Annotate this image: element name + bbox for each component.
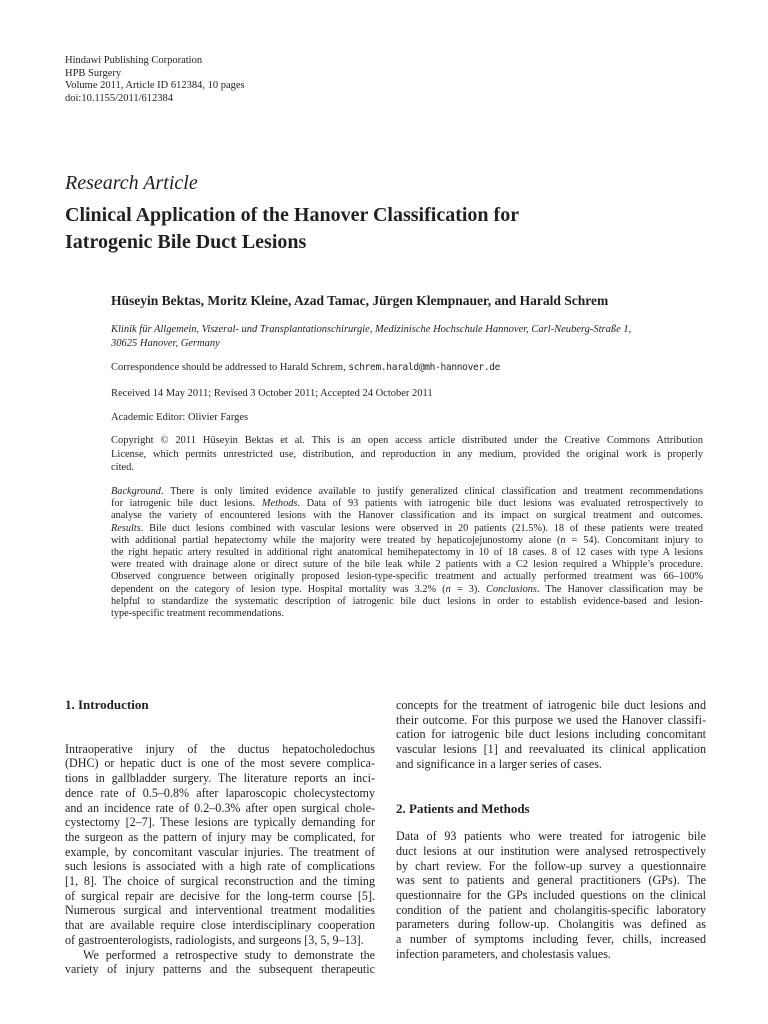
article-dates: Received 14 May 2011; Revised 3 October 2011; Accepted 24 October 2011 [111,388,433,399]
text-line: a number of symptoms including fever, chills, increased [396,932,706,947]
text-line: and significance in a larger series of cases. [396,756,602,771]
abstract-line: the right hepatic artery resulted in additional right anatomical hemihepatectomy in 10 of 18 cases. 8 of 12 cases with type A lesions [111,547,703,559]
abstract-results-label: Results [111,522,141,534]
abstract-line: Background. There is only limited evidence available to justify generalized clinical classification and treatment recommendations [111,486,703,497]
doi: doi:10.1155/2011/612384 [65,92,174,104]
text-line: parameters during follow-up. Cholangitis was defined as [396,917,706,932]
text-line: infection parameters, and cholestasis values. [396,946,611,961]
abstract-line: dependent on the category of lesion type. Hospital mortality was 3.2% (n = 3). Conclusions. The Hanover classification may be [111,583,703,595]
affiliation-line: 30625 Hanover, Germany [111,337,220,349]
abstract-background-label: Background [111,486,161,497]
publisher-name: Hindawi Publishing Corporation [65,55,203,66]
journal-name: HPB Surgery [65,67,122,79]
volume-info: Volume 2011, Article ID 612384, 10 pages [65,80,245,91]
text-line: the surgeon as the pattern of injury may be complicated, for [65,829,375,844]
article-title [65,202,705,256]
text-line: cystectomy [2–7]. These lesions are typically demanding for [65,815,375,830]
text-line: (DHC) or hepatic duct is one of the most severe complica- [65,756,375,771]
left-column [65,698,375,977]
text-line: example, by concomitant vascular injuries. The treatment of [65,844,375,859]
copyright-line: Copyright © 2011 Hüseyin Bektas et al. This is an open access article distributed under the Creative Commons Attribution [111,435,703,446]
text-line: concepts for the treatment of iatrogenic bile duct lesions and [396,698,706,712]
text-line: duct lesions at our institution were analysed retrospectively [396,843,706,858]
text-line: questionnaire for the GPs included questions on the clinical [396,888,706,903]
affiliation [111,323,711,350]
correspondence-email-link[interactable]: schrem.harald@mh-hannover.de [348,362,501,373]
abstract-line: Observed congruence between originally proposed lesion-type-specific treatment and actually performed treatment was 66–100% [111,571,703,583]
abstract-line: with additional partial hepatectomy while the majority were treated by hepaticojejunostomy alone (n = 54). Concomitant injury to [111,534,703,546]
author-list: Hüseyin Bektas, Moritz Kleine, Azad Tamac, Jürgen Klempnauer, and Harald Schrem [111,293,609,308]
text-line: Intraoperative injury of the ductus hepatocholedochus [65,741,375,756]
text-line: variety of injury patterns and the subsequent therapeutic [65,962,375,977]
methods-paragraph [396,829,706,961]
abstract-line: for iatrogenic bile duct lesions. Methods. Data of 93 patients with iatrogenic bile duct lesions was evaluated retrospectively to [111,498,703,510]
article-type: Research Article [65,172,198,194]
abstract-conclusions-label: Conclusions [486,583,537,595]
methods-heading: 2. Patients and Methods [396,800,530,816]
introduction-continued-paragraph [396,698,706,772]
text-line: such lesions is associated with a high rate of complications [65,859,375,874]
text-line: We performed a retrospective study to demonstrate the [83,947,375,962]
title-line: Iatrogenic Bile Duct Lesions [65,231,307,253]
affiliation-line: Klinik für Allgemein, Viszeral- und Transplantationschirurgie, Medizinische Hochschule Hannover, Carl-Neuberg-Straße 1, [111,324,632,335]
text-line: of surgical repair are decisive for the long-term course [5]. [65,888,375,903]
text-line: cation for iatrogenic bile duct lesions including concomitant [396,727,706,742]
text-line: dence rate of 0.5–0.8% after laparoscopic cholecystectomy [65,785,375,800]
abstract-methods-label: Methods [261,498,298,510]
copyright-line: License, which permits unrestricted use, distribution, and reproduction in any medium, provided the original work is properly [111,448,703,460]
right-column [396,698,706,962]
academic-editor: Academic Editor: Olivier Farges [111,412,249,423]
correspondence-text: Correspondence should be addressed to Harald Schrem, [111,362,349,373]
introduction-paragraph [65,742,375,948]
text-line: Data of 93 patients who were treated for iatrogenic bile [396,829,706,844]
text-line: their outcome. For this purpose we used the Hanover classifi- [396,712,706,727]
abstract [111,486,703,620]
abstract-line: Results. Bile duct lesions combined with vascular lesions were observed in 20 patients (21.5%). 18 of these patients were treated [111,522,703,534]
introduction-paragraph [65,948,375,977]
abstract-line: helpful to standardize the systematic description of iatrogenic bile duct lesions in order to establish evidence-based and lesion- [111,595,703,607]
text-line: of gastroenterologists, radiologists, and surgeons [3, 5, 9–13]. [65,932,364,947]
text-line: vascular lesions [1] and reevaluated its clinical application [396,742,706,757]
abstract-line: were treated with drainage alone or direct suture of the bile leak while 2 patients with a C2 lesion required a Whipple’s procedure. [111,559,703,571]
text-line: Numerous surgical and interventional treatment modalities [65,903,375,918]
text-line: condition of the patient and cholangitis-specific laboratory [396,902,706,917]
text-line: and an incidence rate of 0.2–0.3% after open surgical chole- [65,800,375,815]
copyright-notice [111,434,703,475]
title-line: Clinical Application of the Hanover Classification for [65,204,520,226]
publication-info [65,55,245,105]
text-line: by chart review. For the follow-up survey a questionnaire [396,858,706,873]
abstract-line: type-specific treatment recommendations. [111,608,284,620]
text-line: tions in gallbladder surgery. The literature reports an inci- [65,771,375,786]
text-line: was sent to patients and general practitioners (GPs). The [396,873,706,888]
text-line: [1, 8]. The choice of surgical reconstruction and the timing [65,874,375,889]
introduction-heading: 1. Introduction [65,697,149,712]
text-line: that are available require close interdisciplinary cooperation [65,918,375,933]
correspondence [111,362,500,373]
copyright-line: cited. [111,462,135,473]
abstract-line: analyse the variety of encountered lesions with the Hanover classification and its impact on surgical treatment and outcomes. [111,510,703,522]
